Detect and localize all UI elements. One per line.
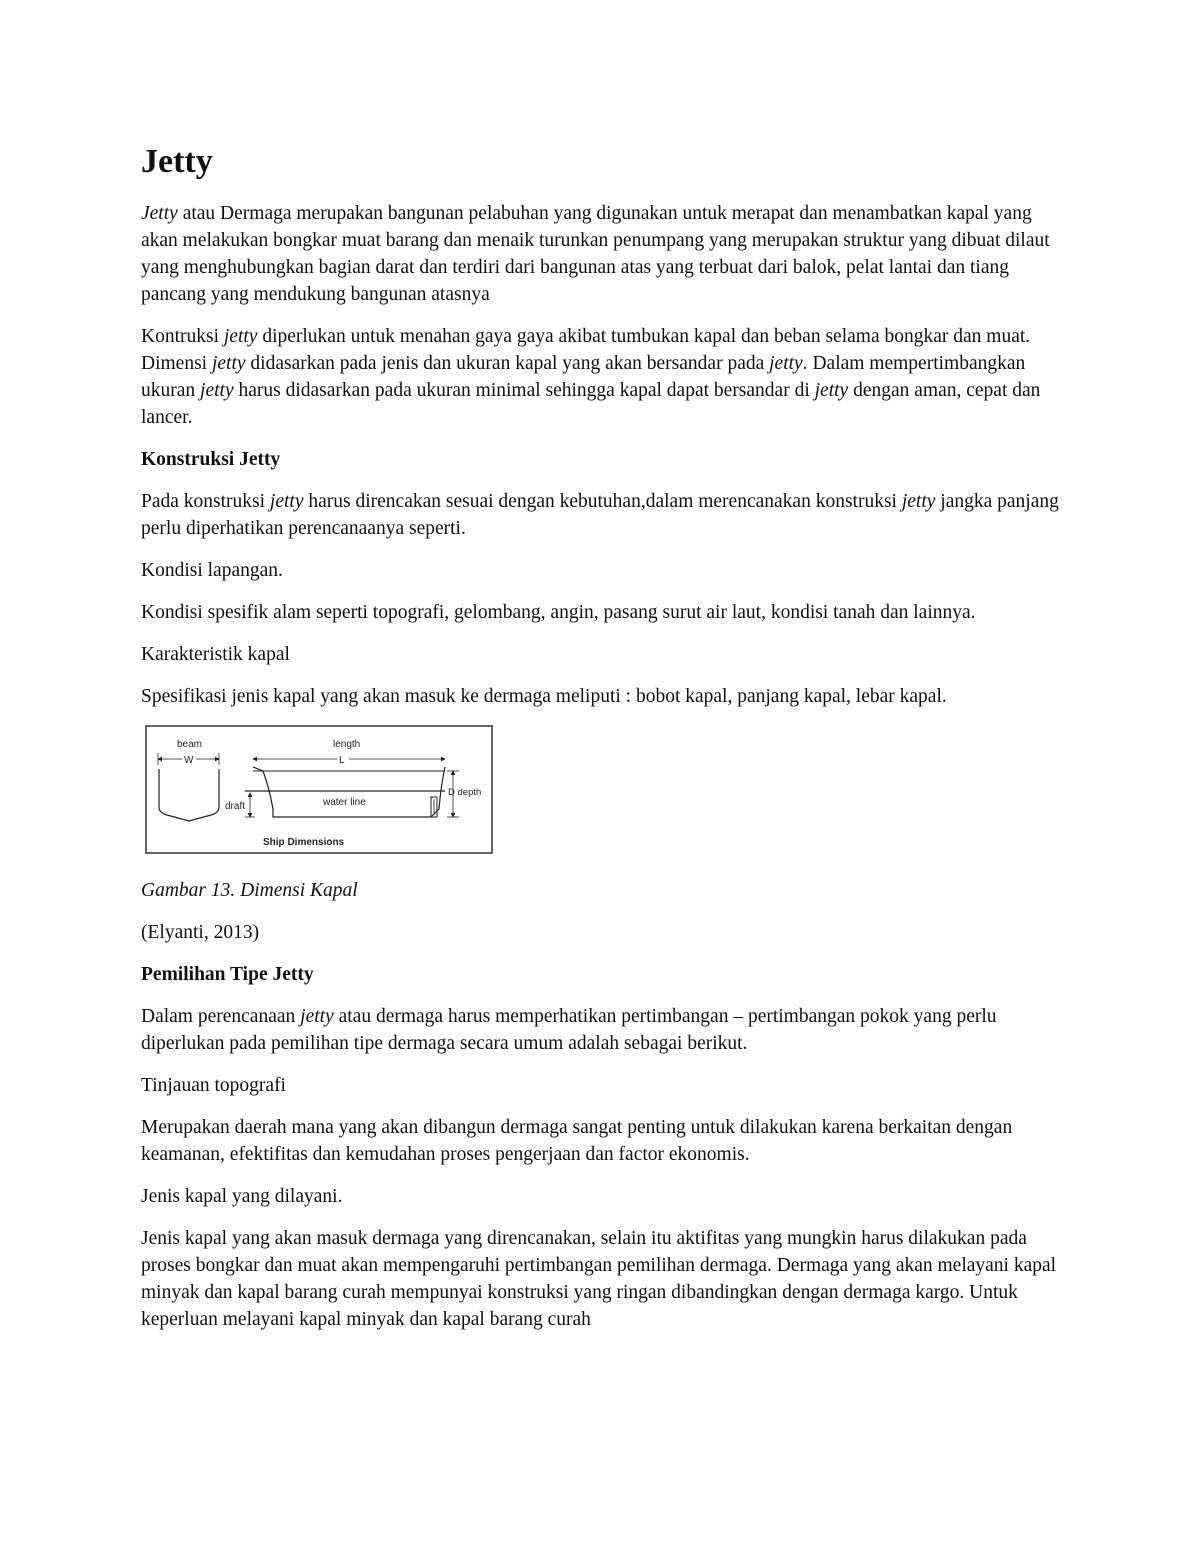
paragraph-text: . Dalam mempertimbangkan ukuran: [141, 353, 1026, 401]
paragraph-text: atau dermaga harus memperhatikan pertimbangan – pertimbangan pokok yang perlu diperlukan pada pemilihan tipe dermaga secara umum adalah sebagai berikut.: [141, 1006, 997, 1054]
paragraph-kondisi-spesifik: Kondisi spesifik alam seperti topografi, gelombang, angin, pasang surut air laut, kondisi tanah dan lainnya.: [141, 602, 976, 623]
page-title: Jetty: [141, 143, 213, 180]
paragraph-text: jangka panjang perlu diperhatikan perencanaanya seperti.: [141, 491, 1059, 539]
subheading-jenis-kapal: Jenis kapal yang dilayani.: [141, 1186, 343, 1207]
term-jetty: jetty: [901, 491, 936, 512]
figure-draft-label: draft: [225, 801, 246, 812]
term-jetty: jetty: [211, 353, 246, 374]
figure-beam-label: beam: [177, 739, 203, 750]
paragraph-text: didasarkan pada jenis dan ukuran kapal yang akan bersandar pada: [245, 353, 770, 374]
paragraph-text: Pada konstruksi: [141, 491, 270, 512]
paragraph-konstruksi: [141, 488, 1061, 542]
figure-beam-symbol: W: [184, 755, 194, 766]
paragraph-text: Dalam perencanaan: [141, 1006, 301, 1027]
paragraph-text: harus didasarkan pada ukuran minimal sehingga kapal dapat bersandar di: [233, 380, 815, 401]
term-jetty: Jetty: [141, 203, 178, 224]
term-jetty: jetty: [814, 380, 849, 401]
term-jetty: jetty: [223, 326, 258, 347]
figure-length-label: length: [333, 739, 361, 750]
paragraph-definition: [141, 200, 1061, 308]
subheading-karakteristik-kapal: Karakteristik kapal: [141, 644, 290, 665]
subheading-tinjauan-topografi: Tinjauan topografi: [141, 1075, 286, 1096]
figure-title: Ship Dimensions: [263, 837, 345, 848]
paragraph-text: Kontruksi: [141, 326, 224, 347]
paragraph-text: diperlukan untuk menahan gaya gaya akibat tumbukan kapal dan beban selama bongkar dan muat. Dimensi: [141, 326, 1031, 374]
figure-water-line-label: water line: [323, 797, 366, 808]
term-jetty: jetty: [269, 491, 304, 512]
figure-length-symbol: L: [339, 755, 345, 766]
paragraph-perencanaan: [141, 1003, 1061, 1057]
ship-dimensions-figure: [145, 725, 495, 855]
subheading-kondisi-lapangan: Kondisi lapangan.: [141, 560, 283, 581]
term-jetty: jetty: [769, 353, 803, 374]
paragraph-text: dengan aman, cepat dan lancer.: [141, 380, 1041, 428]
paragraph-jenis-kapal: Jenis kapal yang akan masuk dermaga yang direncanakan, selain itu aktifitas yang mungkin harus dilakukan pada proses bongkar dan muat akan mempengaruhi pertimbangan pemilihan dermaga. Dermaga yang akan melayani kapal minyak dan kapal barang curah mempunyai konstruksi yang ringan dibandingkan dengan dermaga kargo. Untuk keperluan melayani kapal minyak dan kapal barang curah: [141, 1228, 1057, 1330]
paragraph-text: harus direncakan sesuai dengan kebutuhan,dalam merencanakan konstruksi: [303, 491, 902, 512]
figure-depth-label: D depth: [448, 787, 482, 798]
paragraph-construction-need: [141, 323, 1061, 431]
document-page: [141, 140, 1061, 1348]
paragraph-text: atau Dermaga merupakan bangunan pelabuhan yang digunakan untuk merapat dan menambatkan kapal yang akan melakukan bongkar muat barang dan menaik turunkan penumpang yang merupakan struktur yang dibuat dilaut yang menghubungkan bagian darat dan terdiri dari bangunan atas yang terbuat dari balok, pelat lantai dan tiang pancang yang mendukung bangunan atasnya: [141, 203, 1050, 305]
section-heading-konstruksi: Konstruksi Jetty: [141, 449, 281, 470]
figure-citation: (Elyanti, 2013): [141, 922, 260, 943]
section-heading-pemilihan: Pemilihan Tipe Jetty: [141, 964, 314, 985]
paragraph-spesifikasi: Spesifikasi jenis kapal yang akan masuk ke dermaga meliputi : bobot kapal, panjang kapal, lebar kapal.: [141, 686, 947, 707]
figure-caption: Gambar 13. Dimensi Kapal: [141, 880, 358, 901]
term-jetty: jetty: [300, 1006, 334, 1027]
paragraph-topografi: Merupakan daerah mana yang akan dibangun dermaga sangat penting untuk dilakukan karena berkaitan dengan keamanan, efektifitas dan kemudahan proses pengerjaan dan factor ekonomis.: [141, 1117, 1013, 1165]
term-jetty: jetty: [200, 380, 234, 401]
